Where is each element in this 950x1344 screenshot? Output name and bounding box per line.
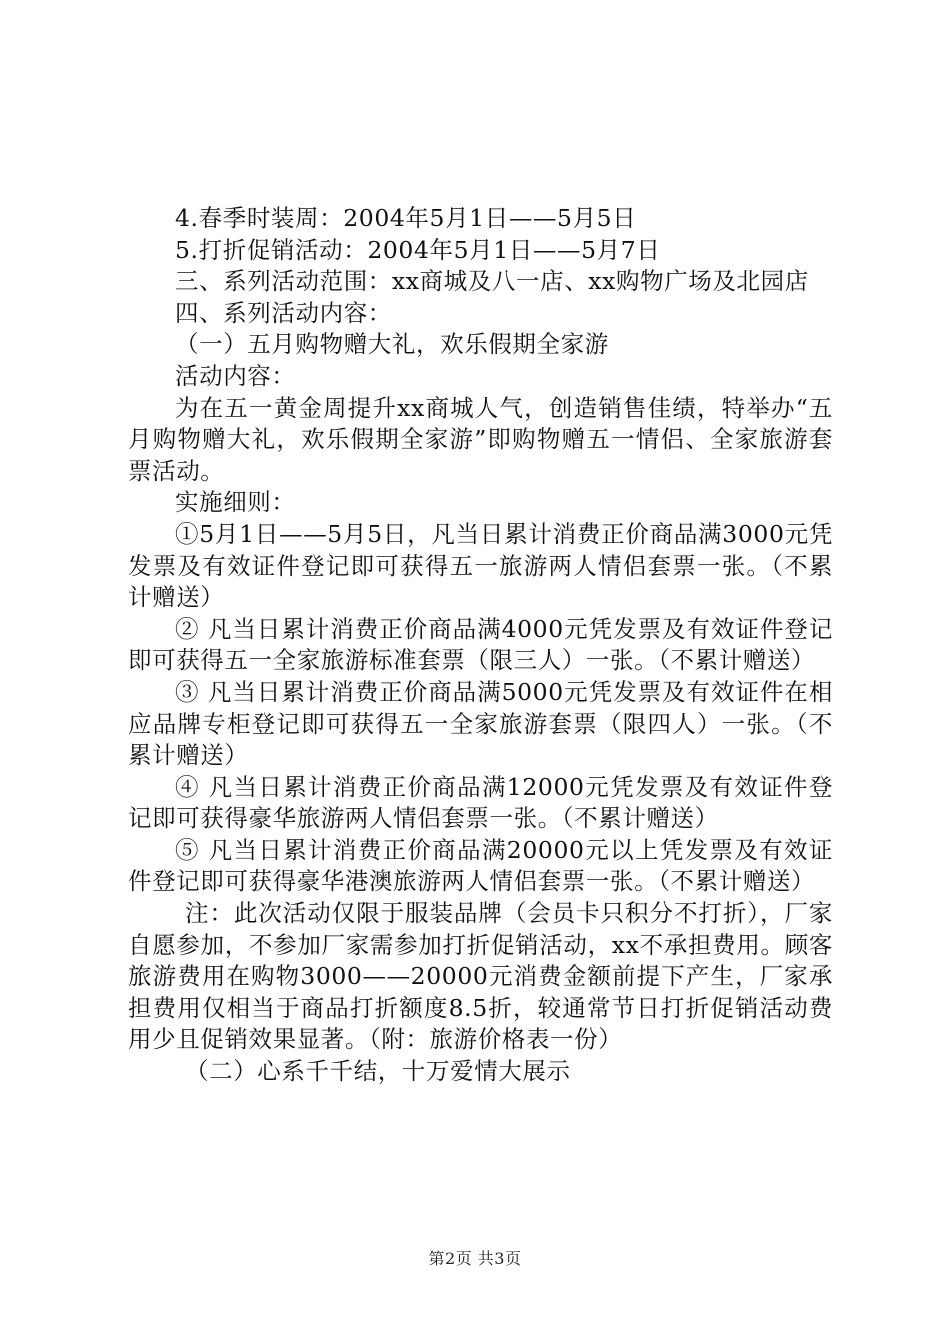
paragraph-spring-fashion-week: 4.春季时装周：2004年5月1日——5月5日 — [175, 204, 637, 232]
rule-item-1: ①5月1日——5月5日，凡当日累计消费正价商品满3000元凭发票及有效证件登记即可获得五一旅游两人情侣套票一张。（不累计赠送） — [128, 519, 833, 612]
heading-activity-scope: 三、系列活动范围：xx商城及八一店、xx购物广场及北园店 — [175, 267, 809, 296]
rule-item-2: ② 凡当日累计消费正价商品满4000元凭发票及有效证件登记即可获得五一全家旅游标准套票（限三人）一张。（不累计赠送） — [128, 614, 833, 675]
paragraph-activity-purpose: 为在五一黄金周提升xx商城人气，创造销售佳绩，特举办“五月购物赠大礼，欢乐假期全家游”即购物赠五一情侣、全家旅游套票活动。 — [128, 393, 833, 485]
rule-item-3: ③ 凡当日累计消费正价商品满5000元凭发票及有效证件在相应品牌专柜登记即可获得五一全家旅游套票（限四人）一张。（不累计赠送） — [128, 677, 833, 770]
page-number-footer: 第2页 共3页 — [428, 1249, 522, 1268]
document-body — [128, 203, 833, 1088]
heading-activity-content: 四、系列活动内容： — [175, 298, 392, 327]
paragraph-note: 注：此次活动仅限于服装品牌（会员卡只积分不打折），厂家自愿参加，不参加厂家需参加打折促销活动，xx不承担费用。顾客旅游费用在购物3000——20000元消费金额前提下产生，厂家承担费用仅相当于商品打折额度8.5折，较通常节日打折促销活动费用少且促销效果显著。（附：旅游价格表一份） — [128, 899, 833, 1054]
subheading-may-gift-tour: （一）五月购物赠大礼，欢乐假期全家游 — [175, 330, 609, 359]
paragraph-discount-promotion: 5.打折促销活动：2004年5月1日——5月7日 — [175, 235, 661, 264]
label-implementation-rules: 实施细则： — [175, 488, 296, 517]
subheading-love-exhibition: （二）心系千千结，十万爱情大展示 — [185, 1057, 571, 1086]
label-activity-content: 活动内容： — [175, 361, 296, 390]
rule-item-5: ⑤ 凡当日累计消费正价商品满20000元以上凭发票及有效证件登记即可获得豪华港澳旅游两人情侣套票一张。（不累计赠送） — [128, 835, 833, 896]
rule-item-4: ④ 凡当日累计消费正价商品满12000元凭发票及有效证件登记即可获得豪华旅游两人情侣套票一张。（不累计赠送） — [128, 772, 833, 833]
